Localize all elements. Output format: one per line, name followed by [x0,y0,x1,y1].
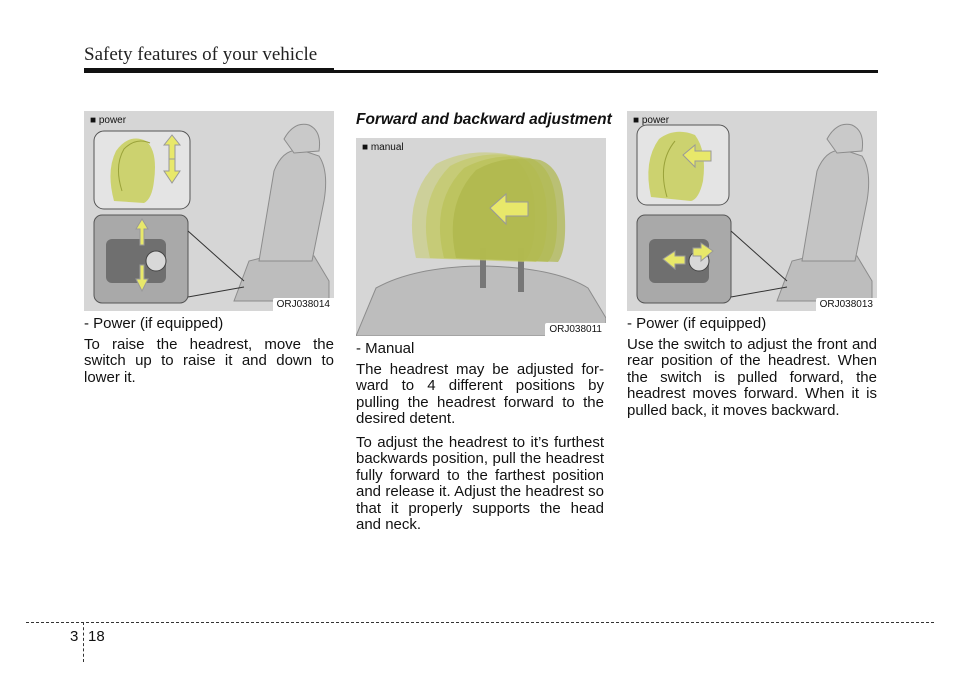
middle-column [356,341,604,541]
figure-code: ORJ038013 [816,298,877,311]
figure-code: ORJ038014 [273,298,334,311]
figure-power-forward [627,111,877,311]
figure-code: ORJ038011 [545,323,606,336]
figure-tag: ■ manual [362,142,404,153]
page-chapter: 3 [70,628,79,645]
left-column [84,316,334,393]
left-paragraph: To raise the headrest, move the switch up to raise it and down to lower it. [84,335,334,386]
page-number: 18 [88,628,105,645]
middle-paragraph-2: To adjust the headrest to it’s furthest backwards position, pull the headrest fully forward to the farthest position and release it. Adjust the headrest so that it properly supports the head and neck. [356,433,604,533]
middle-subheading: - Manual [356,340,415,357]
figure-power-height [84,111,334,311]
section-heading: Forward and backward adjustment [356,111,612,128]
header-title: Safety features of your vehicle [84,44,318,65]
seat-illustration [84,111,334,311]
left-subheading: - Power (if equipped) [84,315,224,332]
right-column [627,316,877,426]
figure-tag: ■ power [633,115,670,126]
footer-divider [83,622,84,662]
right-paragraph: Use the switch to adjust the front and rear position of the headrest. When the switch is pulled forward, the headrest moves forward. When it is pulled back, it moves backward. [627,335,877,419]
figure-tag: ■ power [90,115,127,126]
header-rule [84,70,878,73]
middle-paragraph-1: The headrest may be adjusted for-ward to 4 different positions by pulling the headrest forward to the desired detent. [356,360,604,427]
figure-manual-adjust [356,138,606,336]
right-subheading: - Power (if equipped) [627,315,767,332]
footer-rule [26,622,934,623]
seat-illustration [627,111,877,311]
headrest-illustration [356,138,606,336]
